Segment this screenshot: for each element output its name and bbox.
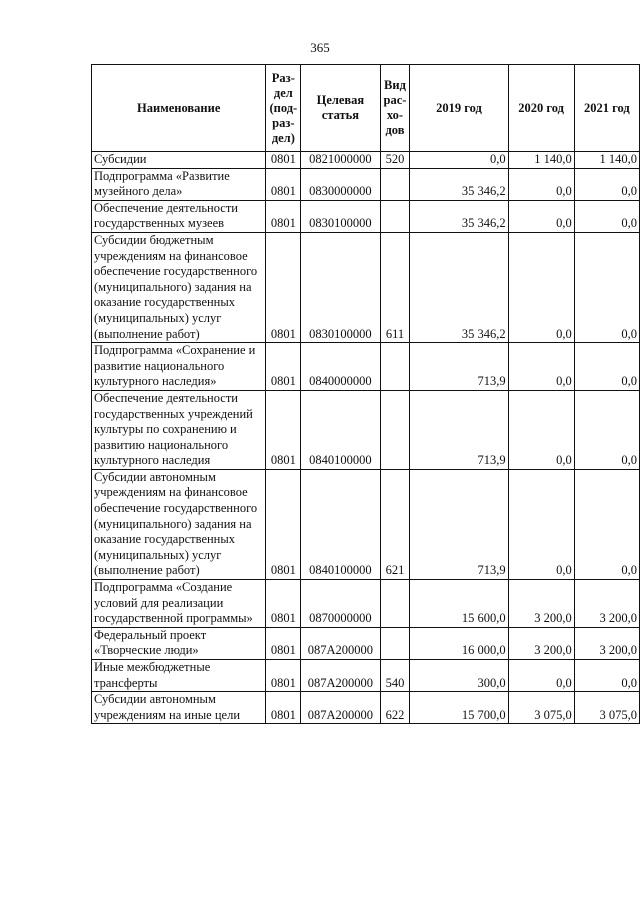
cell-type: 611 <box>380 232 410 342</box>
table-row <box>92 692 640 724</box>
cell-type: 622 <box>380 692 410 724</box>
cell-section: 0801 <box>266 627 301 659</box>
header-expense-type <box>380 65 410 152</box>
cell-y2019: 35 346,2 <box>410 200 508 232</box>
cell-y2020: 0,0 <box>508 343 574 391</box>
cell-y2021: 0,0 <box>574 660 639 692</box>
cell-y2021: 0,0 <box>574 390 639 469</box>
header-2019-text: 2019 год <box>436 100 482 115</box>
cell-name: Обеспечение деятельности государственных музеев <box>92 200 266 232</box>
cell-y2019: 35 346,2 <box>410 232 508 342</box>
cell-type <box>380 390 410 469</box>
header-2021-text: 2021 год <box>584 100 630 115</box>
cell-article: 0870000000 <box>301 580 380 628</box>
cell-type <box>380 200 410 232</box>
page-number: 365 <box>310 40 330 55</box>
cell-y2019: 16 000,0 <box>410 627 508 659</box>
cell-y2019: 15 700,0 <box>410 692 508 724</box>
cell-y2021: 0,0 <box>574 200 639 232</box>
cell-y2020: 0,0 <box>508 469 574 579</box>
cell-name: Субсидии <box>92 152 266 169</box>
cell-article: 0830100000 <box>301 200 380 232</box>
header-section-text: Раз- дел (под- раз- дел) <box>269 70 298 145</box>
table-row <box>92 343 640 391</box>
cell-y2020: 3 200,0 <box>508 627 574 659</box>
cell-name: Обеспечение деятельности государственных учреждений культуры по сохранению и развитию национального культурного наследия <box>92 390 266 469</box>
cell-type <box>380 580 410 628</box>
cell-section: 0801 <box>266 152 301 169</box>
cell-type: 540 <box>380 660 410 692</box>
cell-y2021: 1 140,0 <box>574 152 639 169</box>
cell-article: 0840000000 <box>301 343 380 391</box>
cell-article: 087A200000 <box>301 627 380 659</box>
cell-y2020: 0,0 <box>508 232 574 342</box>
table-header-row <box>92 65 640 152</box>
cell-section: 0801 <box>266 692 301 724</box>
budget-table <box>91 64 640 724</box>
header-2020 <box>508 65 574 152</box>
cell-y2021: 0,0 <box>574 343 639 391</box>
cell-name: Федеральный проект «Творческие люди» <box>92 627 266 659</box>
table-row <box>92 660 640 692</box>
cell-article: 087A200000 <box>301 692 380 724</box>
table-row <box>92 627 640 659</box>
table-row <box>92 200 640 232</box>
cell-y2019: 0,0 <box>410 152 508 169</box>
cell-article: 0830100000 <box>301 232 380 342</box>
cell-section: 0801 <box>266 660 301 692</box>
header-name <box>92 65 266 152</box>
cell-name: Субсидии автономным учреждениям на иные цели <box>92 692 266 724</box>
cell-section: 0801 <box>266 232 301 342</box>
cell-name: Подпрограмма «Создание условий для реализации государственной программы» <box>92 580 266 628</box>
cell-y2020: 0,0 <box>508 168 574 200</box>
cell-name: Иные межбюджетные трансферты <box>92 660 266 692</box>
cell-section: 0801 <box>266 343 301 391</box>
cell-article: 0830000000 <box>301 168 380 200</box>
cell-type: 520 <box>380 152 410 169</box>
cell-y2019: 713,9 <box>410 390 508 469</box>
table-row <box>92 580 640 628</box>
cell-type <box>380 627 410 659</box>
header-name-text: Наименование <box>137 100 221 115</box>
table-row <box>92 168 640 200</box>
cell-section: 0801 <box>266 390 301 469</box>
cell-y2021: 0,0 <box>574 469 639 579</box>
table-row <box>92 152 640 169</box>
header-2020-text: 2020 год <box>518 100 564 115</box>
cell-name: Субсидии автономным учреждениям на финансовое обеспечение государственного (муниципального) задания на оказание государственных (муниципальных) услуг (выполнение работ) <box>92 469 266 579</box>
cell-y2021: 3 075,0 <box>574 692 639 724</box>
header-article-text: Целевая статья <box>316 93 365 122</box>
header-2021 <box>574 65 639 152</box>
cell-y2020: 0,0 <box>508 390 574 469</box>
header-2019 <box>410 65 508 152</box>
cell-section: 0801 <box>266 580 301 628</box>
cell-y2021: 3 200,0 <box>574 580 639 628</box>
cell-y2021: 3 200,0 <box>574 627 639 659</box>
cell-article: 0840100000 <box>301 469 380 579</box>
cell-y2019: 713,9 <box>410 343 508 391</box>
cell-type <box>380 168 410 200</box>
cell-type: 621 <box>380 469 410 579</box>
cell-y2020: 3 075,0 <box>508 692 574 724</box>
cell-type <box>380 343 410 391</box>
table-row <box>92 469 640 579</box>
cell-section: 0801 <box>266 200 301 232</box>
cell-y2019: 713,9 <box>410 469 508 579</box>
cell-y2020: 3 200,0 <box>508 580 574 628</box>
table-row <box>92 390 640 469</box>
table-row <box>92 232 640 342</box>
cell-name: Подпрограмма «Сохранение и развитие национального культурного наследия» <box>92 343 266 391</box>
cell-article: 0840100000 <box>301 390 380 469</box>
cell-y2019: 35 346,2 <box>410 168 508 200</box>
header-expense-type-text: Вид рас- хо- дов <box>383 78 407 137</box>
cell-y2021: 0,0 <box>574 232 639 342</box>
cell-section: 0801 <box>266 469 301 579</box>
cell-y2020: 0,0 <box>508 660 574 692</box>
cell-name: Подпрограмма «Развитие музейного дела» <box>92 168 266 200</box>
cell-y2019: 300,0 <box>410 660 508 692</box>
cell-y2020: 0,0 <box>508 200 574 232</box>
cell-article: 087A200000 <box>301 660 380 692</box>
cell-name: Субсидии бюджетным учреждениям на финансовое обеспечение государственного (муниципального) задания на оказание государственных (муниципальных) услуг (выполнение работ) <box>92 232 266 342</box>
cell-article: 0821000000 <box>301 152 380 169</box>
header-article <box>301 65 380 152</box>
header-section <box>266 65 301 152</box>
cell-section: 0801 <box>266 168 301 200</box>
cell-y2021: 0,0 <box>574 168 639 200</box>
cell-y2020: 1 140,0 <box>508 152 574 169</box>
cell-y2019: 15 600,0 <box>410 580 508 628</box>
